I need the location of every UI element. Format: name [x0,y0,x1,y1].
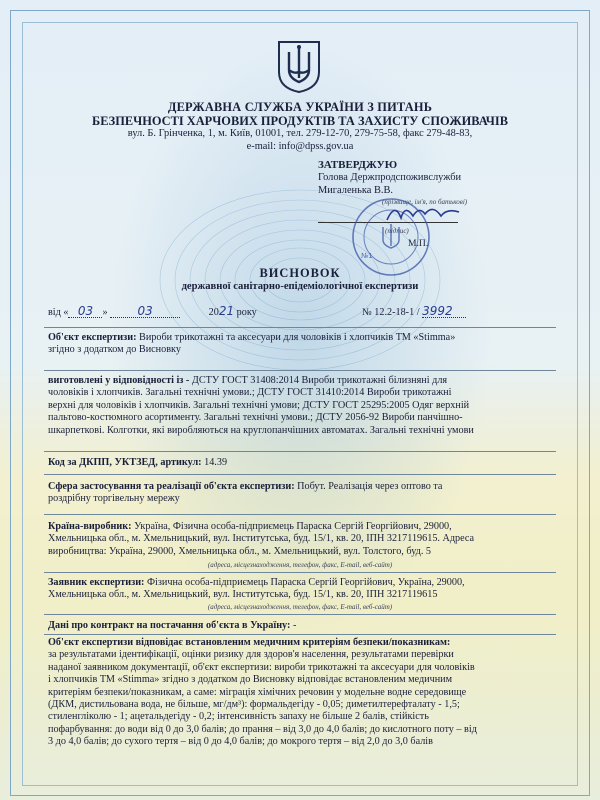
criteria-line: наданої заявником документації, об'єкт експертизи: вироби трикотажні та аксесуари для чоловіків [48,661,475,673]
made-text3: верхні для чоловіків і хлопчиків. Загальні технічні умови; ДСТУ ГОСТ 25295:2005 Одяг верхній [48,399,470,411]
divider [44,451,556,452]
signature-scribble-icon [385,200,465,226]
scope-text1: Побут. Реалізація через оптово та [297,481,443,492]
country-text3: виробництва: Україна, 29000, Хмельницька обл., м. Хмельницький, вул. Толстого, буд. 5 [48,545,432,557]
divider [44,614,556,615]
year-prefix: 20 [208,307,219,318]
year-suffix: року [236,307,257,318]
year-hand: 21 [218,304,235,318]
criteria-line: критеріям безпеки/показникам, а саме: міграція хімічних речовин у модельне водне середовище [48,686,467,698]
number-prefix: № 12.2-18-1 / [362,307,420,318]
object-label: Об'єкт експертизи: [48,332,137,343]
object-text2: згідно з додатком до Висновку [48,344,181,356]
applicant-caption: (адреса, місцезнаходження, телефон, факс, E-mail, веб-сайт) [207,603,393,611]
scope-section [48,481,552,506]
code-label: Код за ДКПП, УКТЗЕД, артикул: [48,457,202,468]
approve-caption-name: (прізвище, ім'я, по батькові) [382,198,468,206]
agency-address: вул. Б. Грінченка, 1, м. Київ, 01001, тел. 279-12-70, 279-75-58, факс 279-48-83, [127,128,473,139]
agency-name-line2: БЕЗПЕЧНОСТІ ХАРЧОВИХ ПРОДУКТІВ ТА ЗАХИСТУ СПОЖИВАЧІВ [92,114,508,128]
made-text2: чоловіків і хлопчиків. Загальні технічні умови.; ДСТУ ГОСТ 31410:2014 Вироби трикотажні [48,387,452,399]
trident-emblem-icon [275,38,323,94]
country-caption: (адреса, місцезнаходження, телефон, факс, E-mail, веб-сайт) [207,561,393,569]
divider [44,634,556,635]
approve-caption-sign: (підпис) [385,227,409,235]
stamp-number: №1 [361,252,373,260]
criteria-line: пофарбування: до води від 0 до 3,0 балів; до прання – від 3,0 до 4,0 балів; до кислотного поту – від [48,723,477,735]
agency-name-line1: ДЕРЖАВНА СЛУЖБА УКРАЇНИ З ПИТАНЬ [167,100,433,114]
code-section [48,457,227,469]
criteria-line: 3 до 4,0 балів; до сухого тертя – від 0 до 4,0 балів; до мокрого тертя – від 2,0 до 3,0 балів [48,736,433,748]
criteria-line: за результатами ідентифікації, оцінки ризику для здоров'я населення, результатами перевірки [48,649,454,661]
doc-title: ВИСНОВОК [259,266,341,280]
divider [44,514,556,515]
agency-email: e-mail: info@dpss.gov.ua [246,141,354,152]
doc-date [48,305,308,319]
approve-position: Голова Держпродспоживслужби [318,172,462,183]
criteria-section [48,637,552,749]
divider [44,327,556,328]
made-text4: пальтово-костюмного асортименту. Загальні технічні умови.; ДСТУ 2056-92 Вироби панчішно- [48,412,463,424]
criteria-line: (ДКМ, дистильована вода, не більше, мг/дм³): формальдегіду - 0,05; диметилтерефталату - 1,5; [48,699,460,711]
date-day: 03 [68,305,102,318]
approve-title: ЗАТВЕРДЖУЮ [318,159,398,171]
country-section [48,521,552,558]
contract-section [48,620,296,632]
divider [44,370,556,371]
made-section [48,375,552,437]
applicant-text1: Фізична особа-підприємець Параска Сергій Георгійович, Україна, 29000, [147,577,465,588]
doc-number [362,305,466,319]
made-text5: шкарпеткові. Колготки, які виробляються на круглопанчішних автоматах. Загальні технічні умови [48,424,474,436]
code-value: 14.39 [204,457,228,468]
country-label: Країна-виробник: [48,521,132,532]
doc-subtitle: державної санітарно-епідеміологічної експертизи [181,281,419,292]
made-label: виготовлені у відповідності із - [48,375,190,386]
contract-value: - [292,620,297,631]
date-month: 03 [110,305,180,318]
divider [44,572,556,573]
contract-label: Дані про контракт на постачання об'єкта в Україну: [48,620,291,631]
divider [44,474,556,475]
object-text: Вироби трикотажні та аксесуари для чоловіків і хлопчиків ТМ «Stimma» [139,332,456,343]
scope-label: Сфера застосування та реалізації об'єкта експертизи: [48,481,295,492]
criteria-line: і хлопчиків ТМ «Stimma» згідно з додатком до Висновку відповідає встановленим медичним [48,674,453,686]
country-text1: Україна, Фізична особа-підприємець Параска Сергій Георгійович, 29000, [134,521,452,532]
number-hand: 3992 [422,305,466,318]
criteria-label: Об'єкт експертизи відповідає встановленим медичним критеріям безпеки/показникам: [48,637,451,648]
criteria-line: стиленгліколю - 1; ацетальдегіду - 0,2; інтенсивність запаху не більше 2 балів, стійкість [48,711,429,723]
scope-text2: роздрібну торгівельну мережу [48,493,180,505]
date-mid: » [102,307,108,318]
date-prefix: від « [48,307,69,318]
applicant-label: Заявник експертизи: [48,577,145,588]
made-text1: ДСТУ ГОСТ 31408:2014 Вироби трикотажні білизняні для [191,375,448,386]
object-section [48,332,552,357]
mp-label: М.П. [408,238,429,249]
country-text2: Хмельницька обл., м. Хмельницький, вул. Інститутська, буд. 15/1, кв. 20, ІПН 3217119615. Адреса [48,533,475,545]
applicant-text2: Хмельницька обл., м. Хмельницький, вул. Інститутська, буд. 15/1, кв. 20, ІПН 3217119615 [48,589,438,601]
approve-person: Мигаленька В.В. [318,185,394,196]
applicant-section [48,577,552,602]
